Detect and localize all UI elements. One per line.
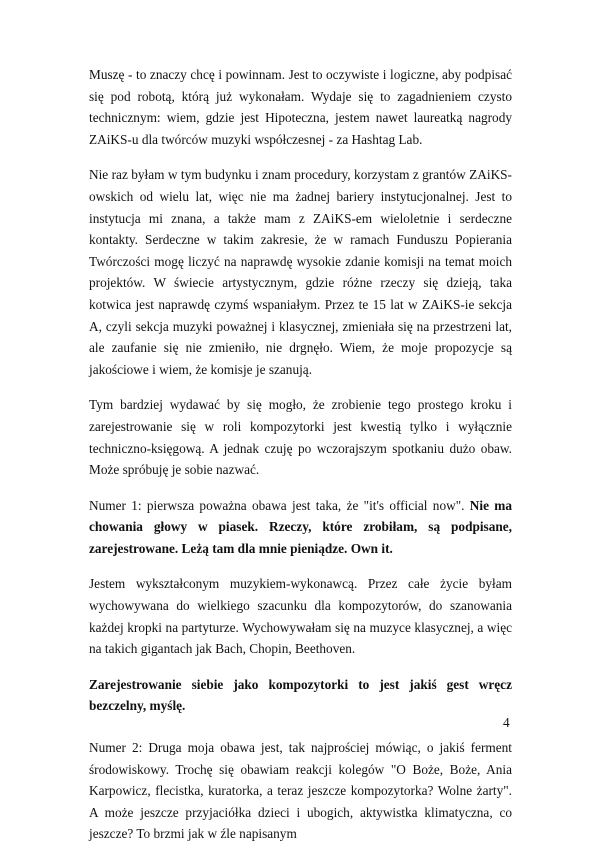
- paragraph-musician-background: Jestem wykształconym muzykiem-wykonawcą. Przez całe życie byłam wychowywana do wielkiego szacunku dla kompozytorów, do szanowania każdej kropki na partyturze. Wychowywałam się na muzyce klasycznej, a więc na takich gigantach jak Bach, Chopin, Beethoven.: [89, 576, 512, 657]
- paragraph-registration-concerns: Tym bardziej wydawać by się mogło, że zrobienie tego prostego kroku i zarejestrowanie się w roli kompozytorki jest kwestią tylko i wyłącznie techniczno-księgową. A jednak czuję po wczorajszym spotkaniu dużo obaw. Może spróbuję je sobie nazwać.: [89, 397, 512, 478]
- paragraph-intro: Muszę - to znaczy chcę i powinnam. Jest to oczywiste i logiczne, aby podpisać się pod robotą, którą już wykonałam. Wydaje się to zagadnieniem czysto technicznym: wiem, gdzie jest Hipoteczna, jestem nawet laureatką nagrody ZAiKS-u dla twórców muzyki współczesnej - za Hashtag Lab.: [89, 67, 512, 147]
- concern-one-emphasis: Nie ma chowania głowy w piasek. Rzeczy, które zrobiłam, są podpisane, zarejestrowane. Leżą tam dla mnie pieniądze. Own it.: [89, 497, 512, 556]
- paragraph-zaiks-history: Nie raz byłam w tym budynku i znam procedury, korzystam z grantów ZAiKS-owskich od wielu lat, więc nie ma żadnej bariery instytucjonalnej. Jest to instytucja mi znana, a także mam z ZAiKS-em wieloletnie i serdeczne kontakty. Serdeczne w takim zakresie, że w ramach Funduszu Popierania Twórczości mogę liczyć na naprawdę wysokie zdanie komisji na temat moich projektów. W świecie artystycznym, gdzie różne rzeczy się dzieją, taka kotwica jest naprawdę czymś wspaniałym. Przez te 15 lat w ZAiKS-ie sekcja A, czyli sekcja muzyki poważnej i klasycznej, zmieniała się na przestrzeni lat, ale zaufanie się nie zmieniło, nie drgnęło. Wiem, że moje propozycje są jakościowe i wiem, że komisje je szanują.: [89, 167, 512, 377]
- paragraph-bold-statement: Zarejestrowanie siebie jako kompozytorki to jest jakiś gest wręcz bezczelny, myślę.: [89, 676, 512, 714]
- paragraph-concern-one: [89, 495, 512, 560]
- document-body: [89, 64, 512, 859]
- concern-one-text: Numer 1: pierwsza poważna obawa jest taka, że "it's official now".: [89, 497, 470, 513]
- paragraph-concern-two: Numer 2: Druga moja obawa jest, tak najprościej mówiąc, o jakiś ferment środowiskowy. Trochę się obawiam reakcji kolegów "O Boże, Boże, Ania Karpowicz, flecistka, kuratorka, a teraz jeszcze kompozytorka? Wolne żarty". A może jeszcze przyjaciółka dzieci i ubogich, aktywistka klimatyczna, co jeszcze? To brzmi jak w źle napisanym: [89, 740, 512, 842]
- page-number: 4: [503, 715, 510, 730]
